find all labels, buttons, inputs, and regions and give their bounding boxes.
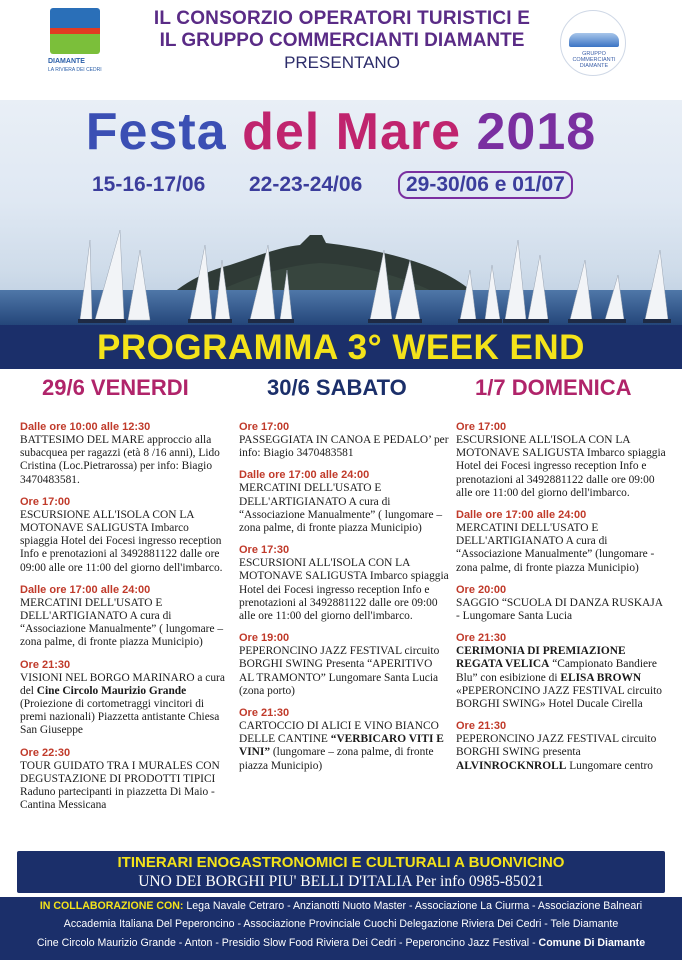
event-item [456,631,666,711]
event-item [239,631,449,698]
event-time: Ore 21:30 [20,658,71,671]
event-desc-part: (lungomare – zona palme, di fronte piazza Municipio) [239,746,434,772]
collab-row-2: Accademia Italiana Del Peperoncino - Associazione Provinciale Cuochi Delegazione Riviera Dei Cedri - Tele Diamante [63,918,619,930]
event-desc-bold: CERIMONIA DI PREMIAZIONE REGATA VELICA [456,645,626,671]
diamante-logo [48,6,104,74]
gruppo-logo-line1: GRUPPO [582,51,606,57]
organizer-line-1: IL CONSORZIO OPERATORI TURISTICI E [153,8,531,29]
event-item [456,508,666,575]
title-year: 2018 [476,103,597,161]
date-weekend-1: 15-16-17/06 [92,173,206,196]
event-desc [239,720,449,773]
event-desc: TOUR GUIDATO TRA I MURALES CON DEGUSTAZIONE DI PRODOTTI TIPICI Raduno partecipanti in piazzetta Di Maio - Cantina Messicana [20,759,220,812]
day-heading-saturday: 30/6 SABATO [267,375,407,400]
poster-header [0,0,682,100]
programma-title: PROGRAMMA 3° WEEK END [97,328,585,367]
event-desc-part: VISIONI NEL BORGO MARINARO a cura del [20,671,225,697]
event-time: Ore 17:00 [239,421,290,433]
hero-section [0,100,682,325]
event-item [20,420,225,487]
event-time: Ore 22:30 [20,746,71,759]
event-time: Ore 17:00 [456,421,507,433]
collab-row-1 [0,900,682,912]
event-item [239,420,449,460]
sailboats-illustration [0,220,682,325]
organizer-line-2: IL GRUPPO COMMERCIANTI DIAMANTE [159,30,525,51]
day-heading-sunday: 1/7 DOMENICA [475,375,632,400]
event-desc-part: CARTOCCIO DI ALICI E VINO BIANCO DELLE CANTINE [239,720,439,746]
title-festa: Festa [85,103,227,161]
event-desc: PEPERONCINO JAZZ FESTIVAL circuito BORGHI SWING Presenta “APERITIVO AL TRAMONTO” Lungomare Santa Lucia (zona porto) [239,645,440,697]
event-time: Ore 20:00 [456,583,507,596]
diamante-logo-name: DIAMANTE [48,58,85,65]
event-time: Dalle ore 17:00 alle 24:00 [239,469,370,482]
event-desc-part: “Campionato Bandiere Blu” con esibizione di [456,658,657,684]
event-item [20,495,225,575]
gruppo-logo-line2: COMMERCIANTI [572,57,616,63]
event-desc [456,645,666,711]
diamante-logo-sub: LA RIVIERA DEI CEDRI [48,67,102,73]
event-item [456,719,666,773]
event-time: Dalle ore 17:00 alle 24:00 [456,509,587,522]
friday-schedule [20,420,225,820]
collab-comune: Comune Di Diamante [538,937,646,949]
event-time: Ore 21:30 [456,632,507,645]
event-item [239,543,449,623]
event-desc-bold: “VERBICARO VITI E VINI” [239,733,444,759]
gruppo-logo-line3: DIAMANTE [579,63,609,69]
event-item [239,468,449,535]
diamante-flag-icon [50,8,100,54]
gruppo-commercianti-logo [560,10,626,76]
event-time: Ore 17:30 [239,544,290,557]
event-time: Dalle ore 17:00 alle 24:00 [20,583,151,596]
gruppo-logo-caption [561,51,627,69]
event-desc: PASSEGGIATA IN CANOA E PEDALO’ per info: Biagio 3470483581 [239,434,449,460]
event-desc-bold: ALVINROCKNROLL [456,759,567,772]
event-desc [456,733,666,773]
event-title [0,102,682,162]
event-desc: MERCATINI DELL'USATO E DELL'ARTIGIANATO A cura di “Associazione Manualmente” ( lungomare – zona palme, di fronte piazza Municipio) [20,596,224,649]
event-desc-bold: ELISA BROWN [560,671,642,684]
event-desc: ESCURSIONI ALL'ISOLA CON LA MOTONAVE SALIGUSTA Imbarco spiaggia Hotel dei Focesi ingresso reception Info e prenotazioni al 3492881122 dalle ore 09:00 alle ore 11:00 del giorno dell'imbarco. [239,557,449,623]
event-desc-part: Lungomare centro [566,759,654,772]
event-desc-part: (Proiezione di cortometraggi vincitori di premi nazionali) Piazzetta antistante Chiesa San Giuseppe [20,698,220,737]
event-desc: MERCATINI DELL'USATO E DELL'ARTIGIANATO A cura di “Associazione Manualmente” (lungomare - zona palme, di fronte piazza Municipio) [456,522,655,574]
itinerari-info: UNO DEI BORGHI PIU' BELLI D'ITALIA Per info 0985-85021 [138,873,544,890]
programma-banner [0,325,682,369]
event-item [20,583,225,650]
event-desc-bold: Cine Circolo Maurizio Grande [36,684,187,697]
presentano-text: PRESENTANO [284,53,400,72]
event-desc: SAGGIO “SCUOLA DI DANZA RUSKAJA - Lungomare Santa Lucia [456,596,663,623]
event-item [20,658,225,738]
day-heading-friday: 29/6 VENERDI [42,375,189,400]
collaboration-footer [0,897,682,960]
event-item [456,420,666,500]
sunday-schedule [456,420,666,781]
title-del-mare: del Mare [242,103,462,161]
event-time: Ore 17:00 [20,495,71,508]
event-desc: ESCURSIONE ALL'ISOLA CON LA MOTONAVE SALIGUSTA Imbarco spiaggia Hotel dei Focesi ingresso reception Info e prenotazioni al 3492881122 dalle ore 09:00 alle ore 11:00 del giorno dell'imbarco. [20,508,223,574]
collab-row-3-text: Cine Circolo Maurizio Grande - Anton - Presidio Slow Food Riviera Dei Cedri - Peperoncino Jazz Festival - [36,937,539,949]
event-desc-part: «PEPERONCINO JAZZ FESTIVAL circuito BORGHI SWING» Hotel Ducale Cirella [456,684,662,711]
date-weekend-3: 29-30/06 e 01/07 [398,171,573,199]
collab-row-3 [0,937,682,949]
event-time: Ore 19:00 [239,632,290,645]
event-desc [20,672,225,738]
itinerari-title: ITINERARI ENOGASTRONOMICI E CULTURALI A BUONVICINO [117,854,565,871]
event-item [20,746,225,813]
wave-icon [569,33,619,47]
event-desc: MERCATINI DELL'USATO E DELL'ARTIGIANATO A cura di “Associazione Manualmente” ( lungomare – zona palme, di fronte piazza Municipio) [239,482,443,535]
collab-row-1-text: Lega Navale Cetraro - Anzianotti Nuoto Master - Associazione La Ciurma - Associazione Balneari [186,900,643,912]
event-time: Dalle ore 10:00 alle 12:30 [20,421,151,433]
event-time: Ore 21:30 [239,707,290,720]
diamante-logo-caption [48,58,104,74]
event-desc: ESCURSIONE ALL'ISOLA CON LA MOTONAVE SALIGUSTA Imbarco spiaggia Hotel dei Focesi ingresso reception Info e prenotazioni al 3492881122 dalle ore 09:00 alle ore 11:00 del giorno dell'imbarco. [456,434,666,499]
itinerari-banner [17,851,665,893]
event-desc: BATTESIMO DEL MARE approccio alla subacquea per ragazzi (età 8 /16 anni), Lido Cristina (Loc.Pietrarossa) per info: Biagio 3470483581. [20,434,220,486]
date-weekend-2: 22-23-24/06 [249,173,363,196]
event-desc-part: PEPERONCINO JAZZ FESTIVAL circuito BORGHI SWING presenta [456,733,657,759]
collab-label: IN COLLABORAZIONE CON: [39,900,184,912]
event-item [456,583,666,623]
event-time: Ore 21:30 [456,720,507,733]
event-item [239,706,449,773]
saturday-schedule [239,420,449,781]
